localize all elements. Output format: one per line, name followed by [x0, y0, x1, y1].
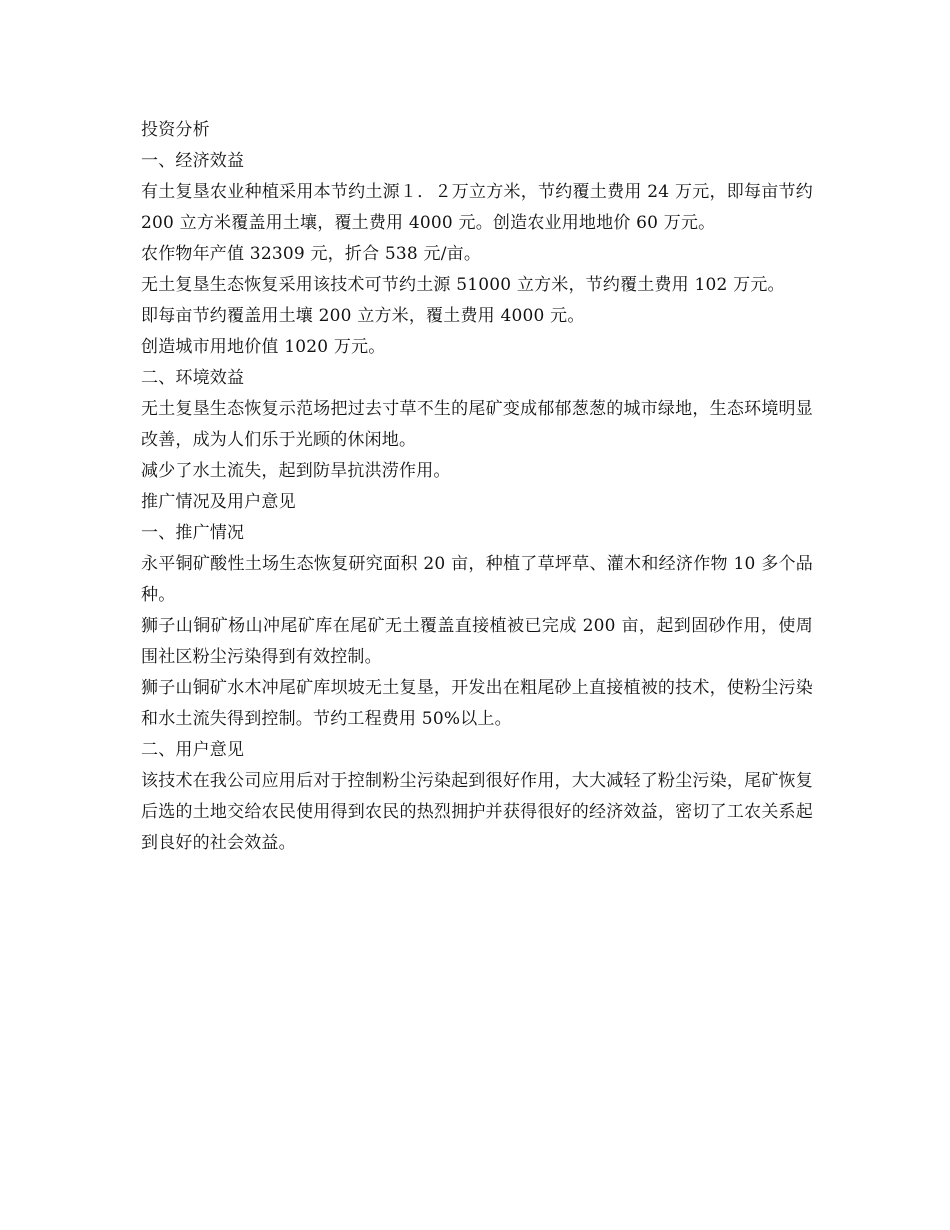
body-paragraph: 无土复垦生态恢复示范场把过去寸草不生的尾矿变成郁郁葱葱的城市绿地，生态环境明显改善，成为人们乐于光顾的休闲地。: [141, 399, 813, 450]
section-heading: 二、环境效益: [141, 368, 245, 388]
body-paragraph: 狮子山铜矿杨山冲尾矿库在尾矿无土覆盖直接植被已完成 200 亩，起到固砂作用，使周围社区粉尘污染得到有效控制。: [141, 616, 813, 667]
document-body: [141, 115, 813, 859]
doc-title: 投资分析: [141, 120, 210, 140]
doc-title: 推广情况及用户意见: [141, 492, 296, 512]
section-heading: 一、推广情况: [141, 523, 245, 543]
body-paragraph: 有土复垦农业种植采用本节约土源１．２万立方米，节约覆土费用 24 万元，即每亩节约 200 立方米覆盖用土壤，覆土费用 4000 元。创造农业用地地价 60 万元。: [141, 182, 813, 233]
body-paragraph: 即每亩节约覆盖用土壤 200 立方米，覆土费用 4000 元。: [141, 306, 585, 326]
body-paragraph: 无土复垦生态恢复采用该技术可节约土源 51000 立方米，节约覆土费用 102 万元。: [141, 275, 785, 295]
section-heading: 一、经济效益: [141, 151, 245, 171]
body-paragraph: 永平铜矿酸性土场生态恢复研究面积 20 亩，种植了草坪草、灌木和经济作物 10 多个品种。: [141, 554, 813, 605]
body-paragraph: 该技术在我公司应用后对于控制粉尘污染起到很好作用，大大减轻了粉尘污染，尾矿恢复后选的土地交给农民使用得到农民的热烈拥护并获得很好的经济效益，密切了工农关系起到良好的社会效益。: [141, 771, 813, 853]
body-paragraph: 农作物年产值 32309 元，折合 538 元/亩。: [141, 244, 482, 264]
body-paragraph: 狮子山铜矿水木冲尾矿库坝坡无土复垦，开发出在粗尾砂上直接植被的技术，使粉尘污染和水土流失得到控制。节约工程费用 50%以上。: [141, 678, 813, 729]
body-paragraph: 创造城市用地价值 1020 万元。: [141, 337, 386, 357]
section-heading: 二、用户意见: [141, 740, 245, 760]
body-paragraph: 减少了水土流失，起到防旱抗洪涝作用。: [141, 461, 451, 481]
